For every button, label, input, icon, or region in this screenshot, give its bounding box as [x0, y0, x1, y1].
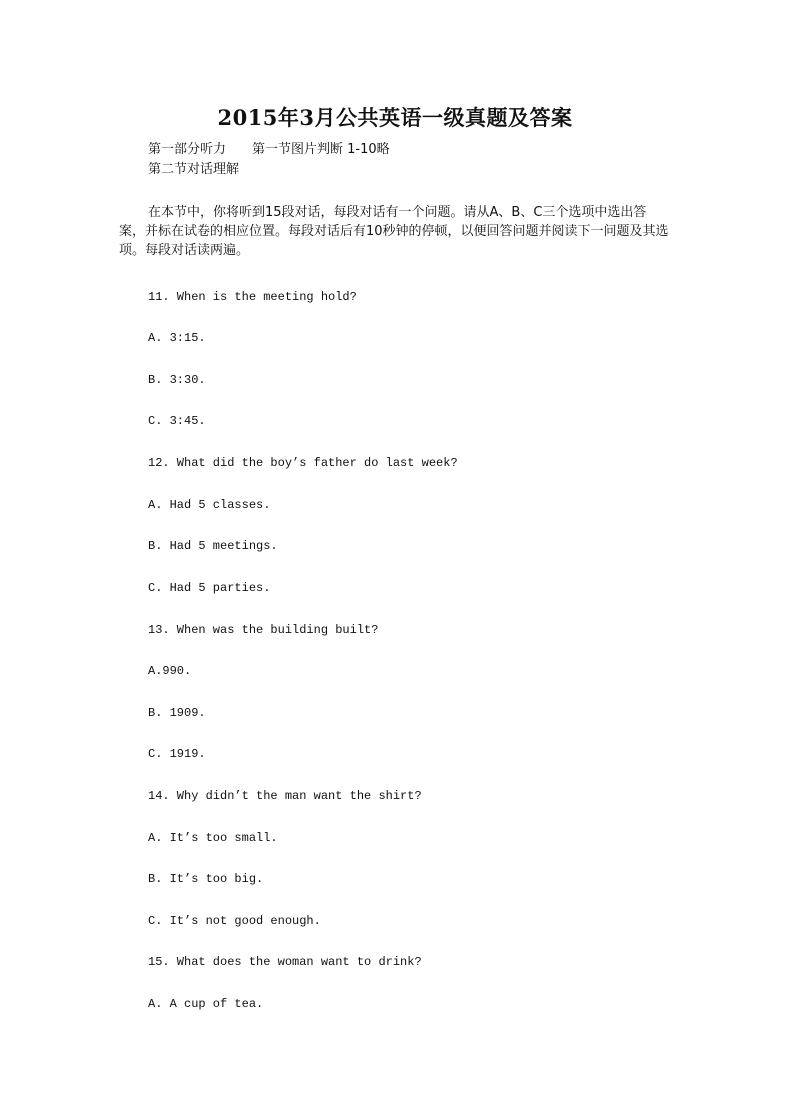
answer-option: A.990. — [148, 664, 192, 678]
part-one-heading: 第一部分听力 — [148, 142, 227, 157]
answer-option: A. It’s too small. — [148, 831, 278, 845]
instructions-paragraph — [119, 203, 671, 260]
question-stem: 14. Why didn’t the man want the shirt? — [148, 789, 422, 803]
answer-option: A. A cup of tea. — [148, 997, 264, 1011]
page-title: 2015年3月公共英语一级真题及答案 — [217, 105, 573, 130]
answer-option: B. Had 5 meetings. — [148, 539, 278, 553]
answer-option: B. It’s too big. — [148, 872, 264, 886]
answer-option: C. It’s not good enough. — [148, 914, 321, 928]
section-two-heading: 第二节对话理解 — [148, 162, 240, 177]
question-stem: 12. What did the boy’s father do last week? — [148, 456, 458, 470]
section-one-heading: 第一节图片判断 1-10略 — [252, 142, 390, 157]
question-stem: 13. When was the building built? — [148, 623, 379, 637]
part-heading-line — [148, 141, 390, 159]
answer-option: C. 3:45. — [148, 414, 206, 428]
answer-option: B. 3:30. — [148, 373, 206, 387]
answer-option: A. 3:15. — [148, 331, 206, 345]
question-stem: 15. What does the woman want to drink? — [148, 955, 422, 969]
instructions-text: 在本节中，你将听到15段对话，每段对话有一个问题。请从A、B、C三个选项中选出答案，并标在试卷的相应位置。每段对话后有10秒钟的停顿，以便回答问题并阅读下一问题及其选项。每段对话读两遍。 — [119, 205, 669, 258]
question-stem: 11. When is the meeting hold? — [148, 290, 357, 304]
answer-option: C. Had 5 parties. — [148, 581, 271, 595]
answer-option: A. Had 5 classes. — [148, 498, 271, 512]
answer-option: C. 1919. — [148, 747, 206, 761]
answer-option: B. 1909. — [148, 706, 206, 720]
